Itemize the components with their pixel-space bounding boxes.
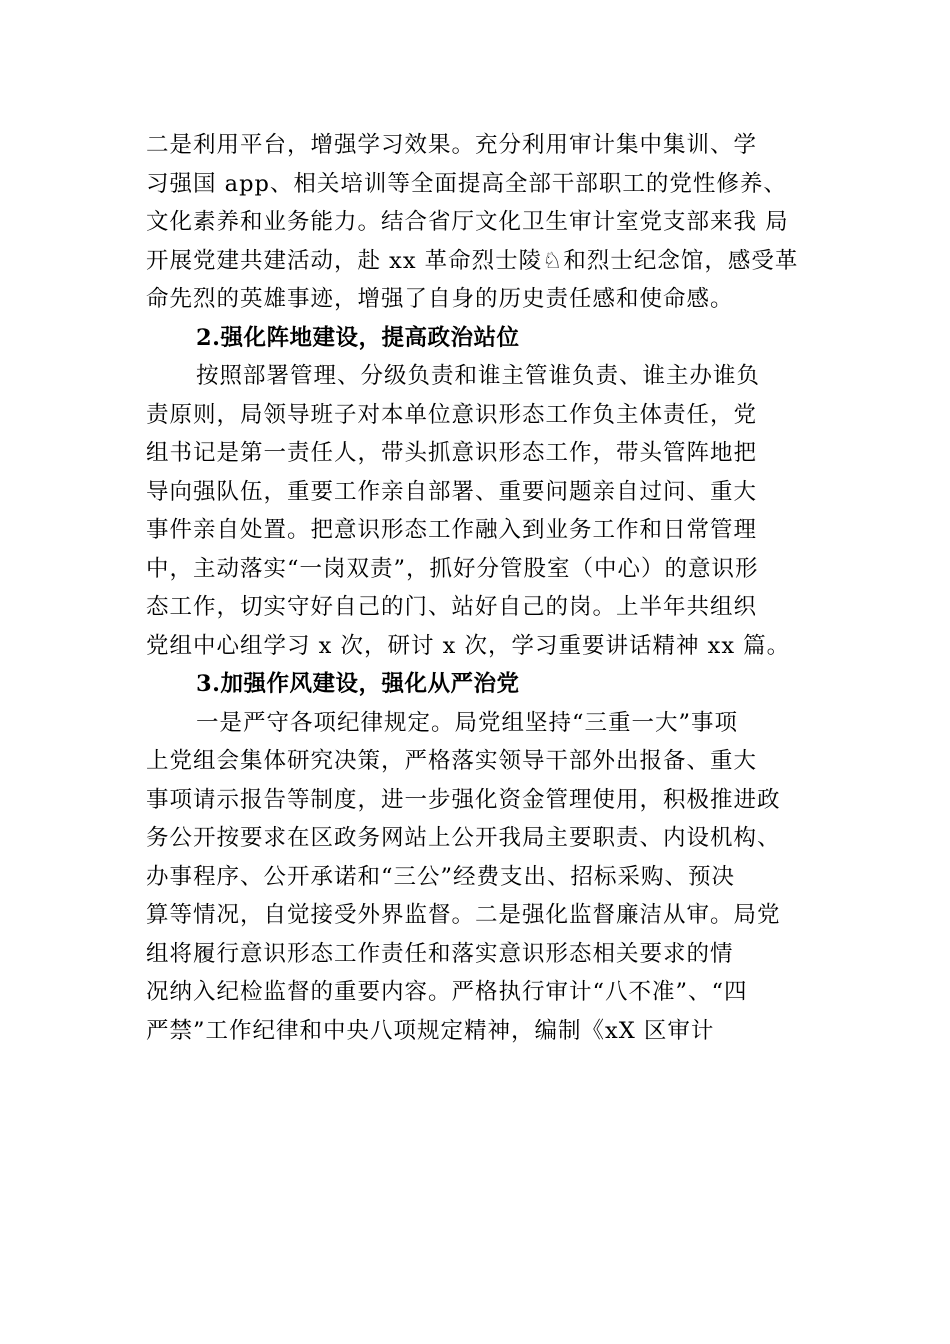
document-body <box>146 126 830 1050</box>
section-heading: 3.加强作风建设，强化从严治党 <box>196 671 520 697</box>
paragraph-line: 责原则，局领导班子对本单位意识形态工作负主体责任，党 <box>146 401 758 428</box>
paragraph-line: 二是利用平台，增强学习效果。充分利用审计集中集训、学 <box>146 132 758 158</box>
paragraph-line: 习强国 app、相关培训等全面提高全部干部职工的党性修养、 <box>146 170 787 197</box>
paragraph-line: 事件亲自处置。把意识形态工作融入到业务工作和日常管理 <box>146 517 758 543</box>
paragraph-line: 况纳入纪检监督的重要内容。严格执行审计“八不准”、“四 <box>146 979 748 1005</box>
paragraph-line: 开展党建共建活动，赴 xx 革命烈士陵♘和烈士纪念馆，感受革 <box>146 247 799 274</box>
paragraph-line: 算等情况，自觉接受外界监督。二是强化监督廉洁从审。局党 <box>146 902 781 928</box>
paragraph-line: 上党组会集体研究决策，严格落实领导干部外出报备、重大 <box>146 748 758 774</box>
paragraph-line: 导向强队伍，重要工作亲自部署、重要问题亲自过问、重大 <box>146 478 758 505</box>
paragraph-line: 态工作，切实守好自己的门、站好自己的岗。上半年共组织 <box>146 594 758 620</box>
paragraph-line: 中，主动落实“一岗双责”，抓好分管股室（中心）的意识形 <box>146 555 759 582</box>
paragraph-line: 党组中心组学习 x 次，研讨 x 次，学习重要讲话精神 xx 篇。 <box>146 632 791 659</box>
paragraph-line: 按照部署管理、分级负责和谁主管谁负责、谁主办谁负 <box>196 363 761 389</box>
paragraph-line: 务公开按要求在区政务网站上公开我局主要职责、内设机构、 <box>146 825 781 851</box>
paragraph-line: 一是严守各项纪律规定。局党组坚持“三重一大”事项 <box>196 709 739 736</box>
paragraph-line: 命先烈的英雄事迹，增强了自身的历史责任感和使命感。 <box>146 286 734 312</box>
paragraph-line: 组将履行意识形态工作责任和落实意识形态相关要求的情 <box>146 940 734 967</box>
paragraph-line: 组书记是第一责任人，带头抓意识形态工作，带头管阵地把 <box>146 440 758 466</box>
paragraph-line: 严禁”工作纪律和中央八项规定精神，编制《xX 区审计 <box>146 1017 715 1044</box>
section-heading: 2.强化阵地建设，提高政治站位 <box>196 324 520 351</box>
paragraph-line: 文化素养和业务能力。结合省厅文化卫生审计室党支部来我 局 <box>146 209 789 235</box>
paragraph-line: 事项请示报告等制度，进一步强化资金管理使用，积极推进政 <box>146 786 781 813</box>
paragraph-line: 办事程序、公开承诺和“三公”经费支出、招标采购、预决 <box>146 863 736 890</box>
